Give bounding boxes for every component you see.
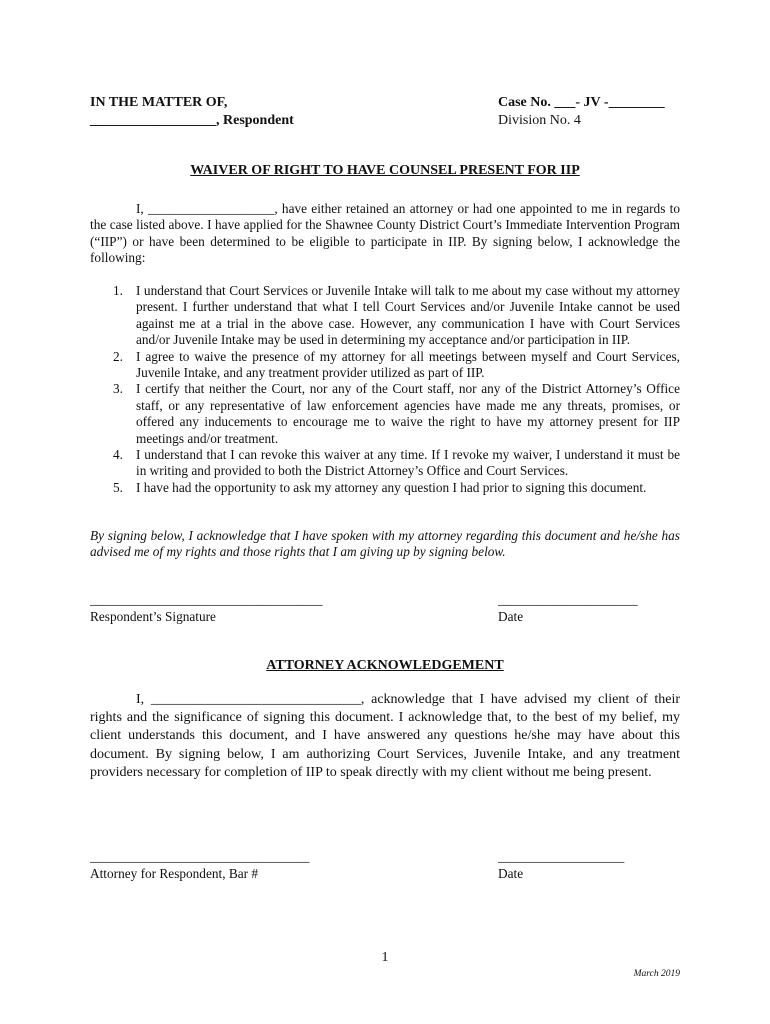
list-item-text: I certify that neither the Court, nor any of the Court staff, nor any of the District Attorney’s Office staff, or any representative of law enforcement agencies have made me any threats, promises, or offered any inducements to encourage me to waive the right to have my attorney present for IIP meetings and/or treatment.	[136, 381, 680, 446]
list-item	[90, 480, 680, 496]
advisement-statement: By signing below, I acknowledge that I have spoken with my attorney regarding this document and he/she has advised me of my rights and those rights that I am giving up by signing below.	[90, 528, 680, 560]
attorney-signature-label: Attorney for Respondent, Bar #	[90, 866, 259, 881]
list-item	[90, 381, 680, 447]
list-item-number: 1.	[113, 283, 123, 298]
respondent-signature-label: Respondent’s Signature	[90, 609, 216, 624]
revision-date: March 2019	[633, 969, 680, 979]
list-item-text: I have had the opportunity to ask my attorney any question I had prior to signing this document.	[136, 479, 647, 495]
list-item	[90, 349, 680, 382]
respondent-date-label: Date	[498, 609, 524, 624]
respondent-line: __________________, Respondent	[90, 113, 294, 128]
list-item-number: 3.	[113, 381, 123, 397]
acknowledgement-list	[90, 283, 680, 496]
attorney-title: ATTORNEY ACKNOWLEDGEMENT	[266, 658, 504, 673]
list-item-text: I understand that I can revoke this waiver at any time. If I revoke my waiver, I understand it must be in writing and provided to both the District Attorney’s Office and Court Services.	[136, 447, 680, 479]
waiver-intro: I, ___________________, have either retained an attorney or had one appointed to me in regards to the case listed above. I have applied for the Shawnee County District Court’s Immediate Intervention Program (“IIP”) or have been determined to be eligible to participate in IIP. By signing below, I acknowledge the following:	[90, 201, 680, 266]
respondent-date-line: _____________________	[498, 592, 638, 607]
case-header	[90, 94, 680, 134]
attorney-date-line: ___________________	[498, 849, 625, 864]
respondent-signature-line: ___________________________________	[90, 592, 323, 607]
waiver-title: WAIVER OF RIGHT TO HAVE COUNSEL PRESENT FOR IIP	[190, 163, 580, 178]
page-number: 1	[381, 950, 389, 965]
list-item-number: 2.	[113, 348, 123, 364]
list-item	[90, 283, 680, 349]
case-info	[498, 94, 665, 130]
attorney-body: I, ______________________________, acknowledge that I have advised my client of their rights and the significance of signing this document. I acknowledge that, to the best of my belief, my client understands this document, and I have answered any questions he/she may have about this document. By signing below, I am authorizing Court Services, Juvenile Intake, and any treatment providers necessary for completion of IIP to speak directly with my client without me being present.	[90, 692, 680, 780]
list-item	[90, 447, 680, 480]
matter-caption	[90, 94, 294, 130]
case-number: Case No. ___- JV -________	[498, 95, 665, 110]
division-number: Division No. 4	[498, 113, 581, 128]
list-item-text: I understand that Court Services or Juvenile Intake will talk to me about my case without my attorney present. I further understand that what I tell Court Services and/or Juvenile Intake cannot be used against me at a trial in the above case. However, any communication I have with Court Services and/or Juvenile Intake may be used in determining my acceptance and/or participation in IIP.	[136, 283, 680, 348]
list-item-text: I agree to waive the presence of my attorney for all meetings between myself and Court Services, Juvenile Intake, and any treatment provider utilized as part of IIP.	[136, 348, 680, 381]
attorney-signature-line: _________________________________	[90, 849, 310, 864]
attorney-date-label: Date	[498, 866, 524, 881]
matter-line: IN THE MATTER OF,	[90, 95, 228, 110]
list-item-number: 5.	[113, 479, 123, 495]
list-item-number: 4.	[113, 447, 123, 463]
